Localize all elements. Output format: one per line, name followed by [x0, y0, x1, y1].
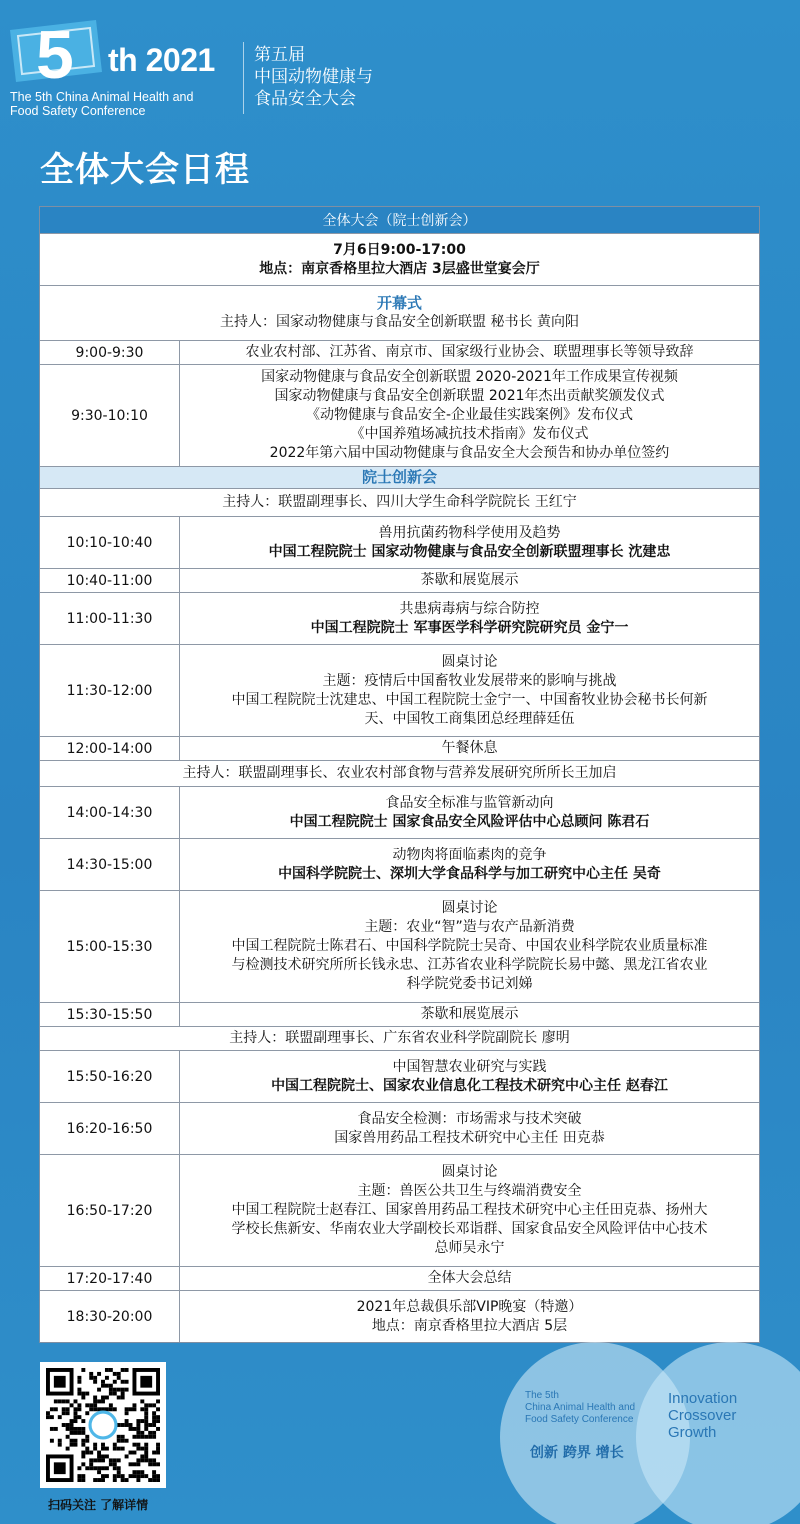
- time-slot: 15:50-16:20: [40, 1051, 180, 1102]
- time-slot: 14:00-14:30: [40, 787, 180, 838]
- host-text: 主持人：国家动物健康与食品安全创新联盟 秘书长 黄向阳: [220, 314, 579, 330]
- session-line: 农业农村部、江苏省、南京市、国家级行业协会、联盟理事长等领导致辞: [245, 344, 694, 360]
- time-slot: 9:30-10:10: [40, 365, 180, 466]
- session-line: 中国工程院院士 国家食品安全风险评估中心总顾问 陈君石: [289, 813, 650, 830]
- session-content: [180, 593, 759, 644]
- schedule-table: [39, 206, 760, 1343]
- section-row: [40, 466, 759, 488]
- time-slot: 12:00-14:00: [40, 737, 180, 760]
- session-line: 中国智慧农业研究与实践: [392, 1058, 547, 1075]
- time-slot: 10:10-10:40: [40, 517, 180, 568]
- session-line: 学校长焦新安、华南农业大学副校长邓诣群、国家食品安全风险评估中心技术: [231, 1221, 708, 1237]
- session-line: 国家兽用药品工程技术研究中心主任 田克恭: [334, 1129, 605, 1146]
- session-line: 圆桌讨论: [441, 900, 498, 916]
- schedule-row: [40, 1002, 759, 1026]
- schedule-row: [40, 364, 759, 466]
- time-slot: 14:30-15:00: [40, 839, 180, 890]
- session-line: 《中国养殖场减抗技术指南》发布仪式: [350, 426, 589, 442]
- session-content: [180, 891, 759, 1002]
- session-line: 总师吴永宁: [434, 1240, 505, 1256]
- session-line: 科学院党委书记刘娣: [406, 976, 533, 992]
- qr-code[interactable]: [40, 1362, 166, 1488]
- session-content: [180, 1291, 759, 1342]
- session-content: [180, 517, 759, 568]
- session-line: 兽用抗菌药物科学使用及趋势: [378, 524, 561, 541]
- session-line: 全体大会总结: [427, 1270, 512, 1286]
- session-line: 中国工程院院士陈君石、中国科学院院士吴奇、中国农业科学院农业质量标准: [231, 938, 708, 954]
- session-content: [180, 1051, 759, 1102]
- session-line: 2022年第六届中国动物健康与食品安全大会预告和协办单位签约: [269, 445, 670, 461]
- time-slot: 11:30-12:00: [40, 645, 180, 736]
- host-row: [40, 488, 759, 516]
- time-slot: 10:40-11:00: [40, 569, 180, 592]
- session-line: 中国工程院院士 国家动物健康与食品安全创新联盟理事长 沈建忠: [268, 543, 671, 560]
- session-line: 2021年总裁俱乐部VIP晚宴（特邀）: [356, 1298, 583, 1315]
- schedule-row: [40, 890, 759, 1002]
- time-slot: 11:00-11:30: [40, 593, 180, 644]
- session-line: 天、中国牧工商集团总经理薛廷伍: [364, 710, 575, 727]
- footer-conference-en: The 5th China Animal Health and Food Safety Conference: [525, 1390, 636, 1425]
- schedule-row: [40, 736, 759, 760]
- schedule-row: [40, 786, 759, 838]
- time-slot: 9:00-9:30: [40, 341, 180, 364]
- session-content: [180, 1267, 759, 1290]
- schedule-row: [40, 1154, 759, 1266]
- schedule-row: [40, 1266, 759, 1290]
- section-title: 院士创新会: [361, 468, 437, 486]
- session-line: 圆桌讨论: [441, 1164, 498, 1180]
- session-line: 午餐休息: [441, 740, 498, 756]
- session-content: [180, 1155, 759, 1266]
- schedule-row: [40, 1102, 759, 1154]
- session-line: 主题：农业“智”造与农产品新消费: [364, 919, 575, 935]
- footer-slogan-en: Innovation Crossover Growth: [668, 1390, 738, 1441]
- session-content: [180, 787, 759, 838]
- host-row: [40, 1026, 759, 1050]
- section-row: [40, 285, 759, 340]
- section-title: 开幕式: [376, 294, 422, 312]
- schedule-row: [40, 838, 759, 890]
- logo-number: 5: [36, 17, 74, 88]
- session-line: 国家动物健康与食品安全创新联盟 2020-2021年工作成果宣传视频: [261, 369, 678, 385]
- host-text: 主持人：联盟副理事长、广东省农业科学院副院长 廖明: [229, 1030, 570, 1046]
- schedule-row: [40, 644, 759, 736]
- host-row: [40, 760, 759, 786]
- session-content: [180, 569, 759, 592]
- session-line: 共患病毒病与综合防控: [399, 600, 540, 617]
- session-line: 国家动物健康与食品安全创新联盟 2021年杰出贡献奖颁发仪式: [274, 388, 665, 404]
- session-line: 茶歇和展览展示: [420, 572, 519, 588]
- session-line: 主题：兽医公共卫生与终端消费安全: [357, 1183, 582, 1199]
- schedule-row: [40, 340, 759, 364]
- session-line: 食品安全标准与监管新动向: [385, 794, 554, 811]
- session-line: 中国工程院院士、国家农业信息化工程技术研究中心主任 赵春江: [271, 1077, 668, 1094]
- qr-code-image: [46, 1368, 160, 1482]
- time-slot: 15:00-15:30: [40, 891, 180, 1002]
- schedule-row: [40, 516, 759, 568]
- session-line: 食品安全检测：市场需求与技术突破: [357, 1110, 582, 1127]
- header-divider: [243, 42, 244, 114]
- time-slot: 18:30-20:00: [40, 1291, 180, 1342]
- page-title: 全体大会日程: [40, 150, 250, 190]
- session-line: 圆桌讨论: [441, 653, 498, 670]
- conference-logo: [10, 16, 106, 88]
- time-slot: 16:20-16:50: [40, 1103, 180, 1154]
- time-slot: 15:30-15:50: [40, 1003, 180, 1026]
- schedule-heading: 全体大会（院士创新会）: [40, 207, 759, 233]
- conference-name-cn: 第五届 中国动物健康与 食品安全大会: [254, 45, 373, 109]
- host-text: 主持人：联盟副理事长、农业农村部食物与营养发展研究所所长王加启: [182, 765, 617, 781]
- qr-caption: 扫码关注 了解详情: [48, 1498, 149, 1512]
- session-content: [180, 365, 759, 466]
- session-content: [180, 645, 759, 736]
- schedule-row: [40, 1050, 759, 1102]
- host-text: 主持人：联盟副理事长、四川大学生命科学院院长 王红宁: [222, 494, 577, 510]
- session-content: [180, 1003, 759, 1026]
- session-line: 与检测技术研究所所长钱永忠、江苏省农业科学院院长易中懿、黑龙江省农业: [231, 957, 708, 973]
- schedule-row: [40, 1290, 759, 1342]
- schedule-venue: 地点：南京香格里拉大酒店 3层盛世堂宴会厅: [259, 260, 540, 277]
- session-line: 中国科学院院士、深圳大学食品科学与加工研究中心主任 吴奇: [278, 865, 661, 882]
- session-content: [180, 341, 759, 364]
- logo-year: th 2021: [108, 42, 215, 78]
- schedule-row: [40, 592, 759, 644]
- footer-slogan-cn: 创新 跨界 增长: [530, 1445, 624, 1461]
- session-line: 中国工程院院士赵春江、国家兽用药品工程技术研究中心主任田克恭、扬州大: [231, 1202, 708, 1218]
- schedule-row: [40, 568, 759, 592]
- schedule-date: 7月6日9:00-17:00: [333, 241, 466, 258]
- session-content: [180, 839, 759, 890]
- session-line: 主题：疫情后中国畜牧业发展带来的影响与挑战: [322, 672, 617, 689]
- session-content: [180, 737, 759, 760]
- session-content: [180, 1103, 759, 1154]
- time-slot: 16:50-17:20: [40, 1155, 180, 1266]
- conference-name-en: The 5th China Animal Health and Food Safety Conference: [10, 90, 194, 118]
- session-line: 中国工程院院士 军事医学科学研究院研究员 金宁一: [310, 619, 629, 636]
- session-line: 中国工程院院士沈建忠、中国工程院院士金宁一、中国畜牧业协会秘书长何新: [231, 691, 708, 708]
- session-line: 茶歇和展览展示: [420, 1006, 519, 1022]
- session-line: 地点：南京香格里拉大酒店 5层: [371, 1317, 568, 1334]
- session-line: 动物肉将面临素肉的竞争: [392, 846, 547, 863]
- session-line: 《动物健康与食品安全-企业最佳实践案例》发布仪式: [305, 407, 634, 423]
- time-slot: 17:20-17:40: [40, 1267, 180, 1290]
- schedule-date-venue: [40, 233, 759, 285]
